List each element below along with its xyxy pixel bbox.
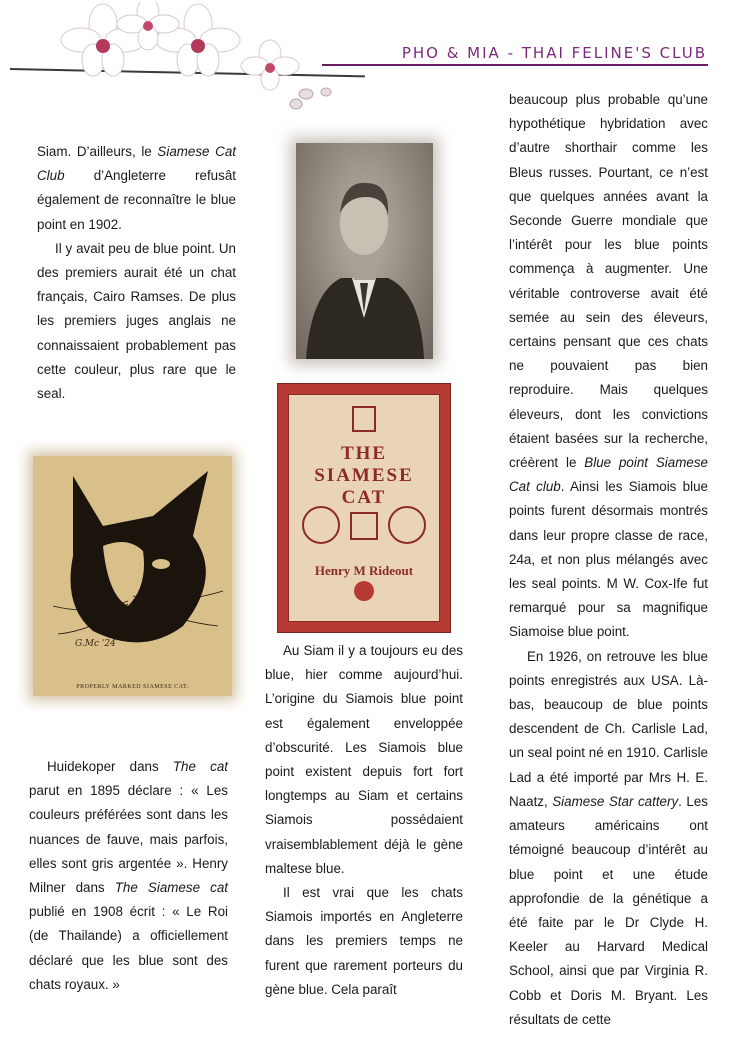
cat-drawing — [33, 456, 232, 681]
siamese-cat-illustration — [33, 456, 232, 696]
paragraph: Au Siam il y a toujours eu des blue, hier comme aujourd’hui. L’origine du Siamois blue point est également enveloppée d’obscurité. Les Siamois blue point existent depuis fort fort longtemps au Siam et certains Siamois possédaient vraisemblablement déjà le gène maltese blue. — [265, 643, 463, 876]
portrait-photo — [296, 143, 433, 359]
paragraph: Huidekoper dans The cat parut en 1895 déclare : « Les couleurs préférées sont dans les nuances de fauve, mais parfois, elles sont gris argentée ». Henry Milner dans The Siamese cat publié en 1908 écrit : « Le Roi (de Thailande) a officiellement déclaré que les blue sont des chats royaux. » — [29, 759, 228, 992]
column-3 — [509, 88, 708, 1032]
portrait-figure — [296, 143, 433, 359]
column-2 — [265, 639, 463, 1002]
book-author: Henry M Rideout — [314, 563, 414, 578]
header-rule — [322, 64, 708, 66]
book-cover-the-siamese-cat — [277, 383, 451, 633]
book-title: THE SIAMESE CAT — [314, 443, 414, 508]
column-1-upper — [37, 140, 236, 406]
paragraph: beaucoup plus probable qu’une hypothétique hybridation avec d’autre shorthair comme les Bleus russes. Pourtant, ce n’est que quelques années avant la Seconde Guerre mondiale que l’intérêt pour les blue points commença à augmenter. Une véritable controverse avait été semée au sein des éleveurs, certains pensant que ces chats ne pouvaient pas bien reproduire. Mais quelques éleveurs, dont les convictions étaient basées sur la recherche, créèrent le Blue point Siamese Cat club. Ainsi les Siamois blue points furent désormais montrés dans leur propre classe de race, 24a, et non plus mélangés avec les seal points. M W. Cox-Ife fut remarqué pour sa magnifique Siamoise blue point. — [509, 92, 709, 640]
cat-caption: PROPERLY MARKED SIAMESE CAT. — [76, 684, 189, 690]
paragraph: En 1926, on retrouve les blue points enregistrés aux USA. Là-bas, beaucoup de blue points descendent de Ch. Carlisle Lad, un seal point né en 1910. Carlisle Lad a été importé par Mrs H. E. Naatz, Siamese Star cattery. Les amateurs américains ont témoigné beaucoup d’intérêt au blue point et une étude approfondie de la génétique a été faite par le Dr Clyde H. Keeler au Harvard Medical School, ainsi que par Virginia R. Cobb et Doris M. Bryant. Les résultats de cette — [509, 648, 708, 1027]
paragraph: Il est vrai que les chats Siamois importés en Angleterre dans les premiers temps ne furent que rarement porteurs du gène blue. Cela paraît — [265, 885, 463, 997]
club-title: PHO & MIA - THAI FELINE'S CLUB — [401, 44, 707, 62]
column-1-lower — [29, 755, 228, 997]
artist-signature: G.Mc '24 — [75, 639, 116, 649]
book-ornaments — [289, 395, 439, 621]
paragraph: Il y avait peu de blue point. Un des premiers aurait été un chat français, Cairo Ramses. De plus les premiers juges anglais ne connaissaient probablement pas cette couleur, plus rare que le seal. — [37, 240, 236, 402]
book-cover-panel — [288, 394, 440, 622]
paragraph: Siam. D’ailleurs, le Siamese Cat Club d’Angleterre refusât également de reconnaître le blue point en 1902. — [37, 144, 236, 232]
orchid-flowers-image — [8, 2, 348, 112]
